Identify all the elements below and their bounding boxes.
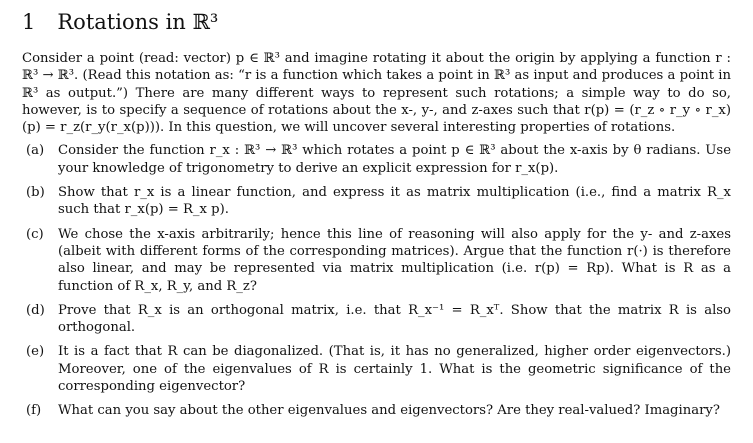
question-item-e bbox=[22, 343, 731, 395]
question-item-b bbox=[22, 184, 731, 219]
question-label: (e) bbox=[26, 344, 45, 360]
question-label: (f) bbox=[26, 403, 42, 419]
question-text: We chose the x-axis arbitrarily; hence this line of reasoning will also apply for the y- and z-axes (albeit with different forms of the corresponding matrices). Argue that the function r(·) is therefore also linear, and may be represented via matrix multiplication (i.e. r(p) = Rp). What is R as a function of R_x, R_y, and R_z? bbox=[58, 226, 731, 294]
question-text: Show that r_x is a linear function, and express it as matrix multiplication (i.e., find a matrix R_x such that r_x(p) = R_x p). bbox=[58, 185, 731, 218]
question-text: Consider the function r_x : ℝ³ → ℝ³ which rotates a point p ∈ ℝ³ about the x-axis by θ radians. Use your knowledge of trigonometry to derive an explicit expression for r_x(p). bbox=[58, 143, 731, 176]
question-list bbox=[22, 142, 731, 419]
question-item-c bbox=[22, 226, 731, 295]
question-item-d bbox=[22, 302, 731, 337]
section-number: 1 bbox=[22, 10, 36, 34]
question-label: (c) bbox=[26, 226, 44, 242]
question-label: (d) bbox=[26, 302, 45, 318]
question-label: (a) bbox=[26, 143, 45, 159]
question-item-a bbox=[22, 142, 731, 177]
question-label: (b) bbox=[26, 185, 45, 201]
question-item-f bbox=[22, 402, 731, 419]
question-text: It is a fact that R can be diagonalized. (That is, it has no generalized, higher order eigenvectors.) Moreover, one of the eigenvalues of R is certainly 1. What is the geometric significance of the corresponding eigenvector? bbox=[58, 344, 731, 395]
question-text: What can you say about the other eigenvalues and eigenvectors? Are they real-valued? Imaginary? bbox=[58, 403, 720, 419]
intro-paragraph: Consider a point (read: vector) p ∈ ℝ³ and imagine rotating it about the origin by applying a function r : ℝ³ → ℝ³. (Read this notation as: “r is a function which takes a point in ℝ³ as input and produces a point in ℝ³ as output.”) There are many different ways to represent such rotations; a simple way to do so, however, is to specify a sequence of rotations about the x-, y-, and z-axes such that r(p) = (r_z ∘ r_y ∘ r_x)(p) = r_z(r_y(r_x(p))). In this question, we will uncover several interesting properties of rotations. bbox=[22, 51, 731, 136]
section-heading bbox=[22, 10, 731, 34]
question-text: Prove that R_x is an orthogonal matrix, i.e. that R_x⁻¹ = R_xᵀ. Show that the matrix R is also orthogonal. bbox=[58, 302, 731, 336]
section-title: Rotations in ℝ³ bbox=[57, 10, 219, 34]
